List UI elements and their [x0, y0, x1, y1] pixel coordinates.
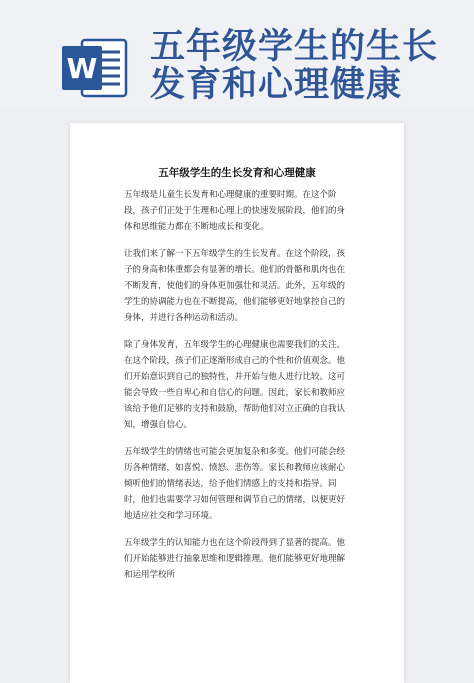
word-icon-letter: W — [66, 52, 98, 85]
document-title: 五年级学生的生长发育和心理健康 — [158, 167, 316, 179]
paragraph-4: 五年级学生的情绪也可能会更加复杂和多变。他们可能会经历各种情绪，如喜悦、愤怒、悲伤等。家长和教师应该耐心倾听他们的情绪表达，给予他们情感上的支持和指导。同时，他们也需要学习如何管理和调节自己的情绪，以便更好地适应社交和学习环境。 — [124, 447, 346, 521]
paragraph-5: 五年级学生的认知能力也在这个阶段得到了显著的提高。他们开始能够进行抽象思维和逻辑推理。他们能够更好地理解和运用学校所 — [124, 538, 346, 580]
paragraph-1: 五年级是儿童生长发育和心理健康的重要时期。在这个阶段，孩子们正处于生理和心理上的快速发展阶段，他们的身体和思维能力都在不断地成长和变化。 — [124, 190, 346, 232]
banner-title-line-1: 五年级学生的生长 — [150, 27, 439, 67]
document-body — [124, 187, 352, 594]
banner-title — [150, 28, 460, 104]
paragraph-2: 让我们来了解一下五年级学生的生长发育。在这个阶段，孩子的身高和体重都会有显著的增长。他们的骨骼和肌肉也在不断发育，使他们的身体更加强壮和灵活。此外，五年级的学生的协调能力也在不断提高，他们能够更好地掌控自己的身体，并进行各种运动和活动。 — [124, 249, 346, 323]
banner — [0, 0, 474, 110]
word-document-icon — [60, 36, 128, 100]
banner-title-line-2: 发育和心理健康 — [150, 65, 403, 105]
paragraph-3: 除了身体发育，五年级学生的心理健康也需要我们的关注。在这个阶段，孩子们正逐渐形成自己的个性和价值观念。他们开始意识到自己的独特性，并开始与他人进行比较。这可能会导致一些自卑心和自信心的问题。因此，家长和教师应该给予他们足够的支持和鼓励，帮助他们对立正确的自我认知，增强自信心。 — [124, 340, 346, 430]
document-page — [70, 123, 404, 683]
